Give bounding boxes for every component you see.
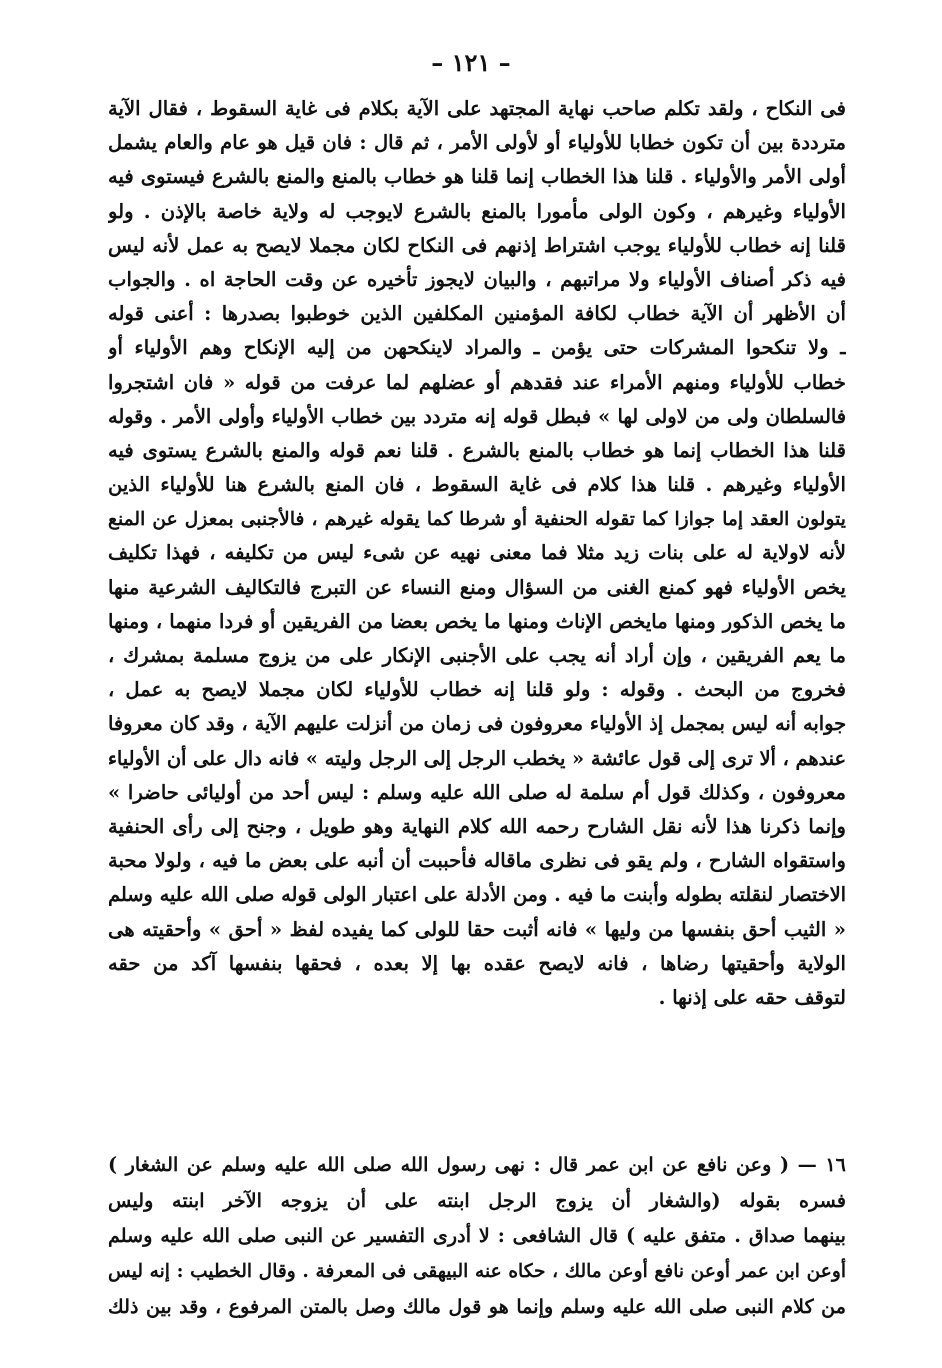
text-line: معروفون ، وكذلك قول أم سلمة له صلى الله عليه وسلم : ليس أحد من أوليائى حاضرا » (108, 780, 846, 804)
text-line: ما يعم الفريقين ، وإن أراد أنه يجب على الأجنبى الإنكار على من يزوج مسلمة بمشرك ، (108, 644, 846, 667)
hadith-line: بينهما صداق . متفق عليه ) قال الشافعى : لا أدرى التفسير عن النبى صلى الله عليه وسلم (108, 1224, 846, 1248)
text-line: لتوقف حقه على إذنها . (658, 985, 846, 1009)
text-line: يخص الأولياء فهو كمنع الغنى من السؤال ومنع النساء عن التبرج فالتكاليف الشرعية منها (108, 575, 846, 599)
text-line: مترددة بين أن تكون خطابا للأولياء أو لأولى الأمر ، ثم قال : فان قيل هو عام والعام يشمل (108, 131, 846, 155)
text-line: فالسلطان ولى من لاولى لها » فبطل قوله إنه متردد بين خطاب الأولياء وأولى الأمر . وقوله (108, 404, 846, 428)
text-line: أن الأظهر أن الآية خطاب لكافة المؤمنين المكلفين الذين خوطبوا بصدرها : أعنى قوله (108, 302, 846, 326)
text-line: الاختصار لنقلته بطوله وأبنت ما فيه . ومن الأدلة على اعتبار الولى قوله صلى الله عليه وسلم (108, 883, 846, 907)
hadith-heading-line: ١٦ — ( وعن نافع عن ابن عمر قال : نهى رسول الله صلى الله عليه وسلم عن الشغار ) (108, 1153, 846, 1176)
text-line: ما يخص الذكور ومنها مايخص الإناث ومنها ما يخص بعضا من الفريقين أو فردا منهما ، ومنها (108, 609, 846, 633)
text-line: فخروج من البحث . وقوله : ولو قلنا إنه خطاب للأولياء لكان مجملا لايصح به عمل ، (108, 678, 846, 702)
text-line: لأنه لاولاية له على بنات زيد مثلا فما معنى نهيه عن شىء ليس من تكليفه ، فهذا تكليف (108, 541, 846, 565)
text-line: الولاية وأحقيتها رضاها ، فانه لايصح عقده بها إلا بعده ، فحقها بنفسها آكد من حقه (108, 951, 846, 975)
page-number: – ١٢١ – (431, 48, 511, 77)
text-line: فى النكاح ، ولقد تكلم صاحب نهاية المجتهد على الآية بكلام فى غاية السقوط ، فقال الآية (108, 97, 846, 120)
hadith-line: أوعن ابن عمر أوعن نافع أوعن مالك ، حكاه عنه البيهقى فى المعرفة . وقال الخطيب : إنه ليس (108, 1260, 846, 1282)
text-line: واستقواه الشارح ، ولم يقو فى نظرى ماقاله فأحببت أن أنبه على بعض ما فيه ، ولولا محبة (108, 849, 846, 873)
text-line: الأولياء وغيرهم . قلنا هذا كلام فى غاية السقوط ، فان المنع بالشرع هنا للأولياء الذين (108, 473, 846, 497)
text-line: جوابه أنه ليس بمجمل إذ الأولياء معروفون فى زمان من أنزلت عليهم الآية ، وقد كان معروفا (108, 712, 846, 736)
text-line: ـ ولا تنكحوا المشركات حتى يؤمن ـ والمراد لاينكحهن من إليه الإنكاح وهم الأولياء أو (108, 336, 846, 360)
text-line: يتولون العقد إما جوازا كما تقوله الحنفية أو شرطا كما يقوله غيرهم ، فالأجنبى بمعزل عن المنع (108, 508, 846, 531)
text-line: وإنما ذكرنا هذا لأنه نقل الشارح رحمه الله كلام النهاية وهو طويل ، وجنح إلى رأى الحنفية (108, 814, 846, 838)
text-line: فيه ذكر أصناف الأولياء ولا مراتبهم ، والبيان لايجوز تأخيره عن وقت الحاجة اه . والجواب (108, 267, 846, 291)
text-line: قلنا هذا الخطاب إنما هو خطاب بالمنع بالشرع . قلنا نعم قوله والمنع بالشرع يستوى فيه (108, 438, 846, 462)
text-line: « الثيب أحق بنفسها من وليها » فانه أثبت حقا للولى كما يفيده لفظ « أحق » وأحقيته هى (108, 917, 846, 941)
commentary-text (108, 92, 846, 1015)
hadith-line: فسره بقوله (والشغار أن يزوج الرجل ابنته على أن يزوجه الآخر ابنته وليس (108, 1188, 846, 1212)
hadith-section (108, 1147, 846, 1325)
text-line: أولى الأمر والأولياء . قلنا هذا الخطاب إنما قلنا هو خطاب بالمنع والمنع بالشرع فيستوى فيه (108, 165, 846, 189)
text-line: عندهم ، ألا ترى إلى قول عائشة « يخطب الرجل إلى الرجل وليته » فانه دال على أن الأولياء (108, 746, 846, 770)
text-line: قلنا إنه خطاب للأولياء يوجب اشتراط إذنهم فى النكاح لكان مجملا لايصح به عمل لأنه ليس (108, 233, 846, 257)
text-line: خطاب للأولياء ومنهم الأمراء عند فقدهم أو عضلهم لما عرفت من قوله « فان اشتجروا (108, 370, 846, 394)
text-line: الأولياء وغيرهم ، وكون الولى مأمورا بالمنع بالشرع لايوجب له ولاية خاصة بالإذن . ولو (108, 199, 846, 223)
hadith-line: من كلام النبى صلى الله عليه وسلم وإنما هو قول مالك وصل بالمتن المرفوع ، وقد بين ذلك (108, 1295, 846, 1319)
